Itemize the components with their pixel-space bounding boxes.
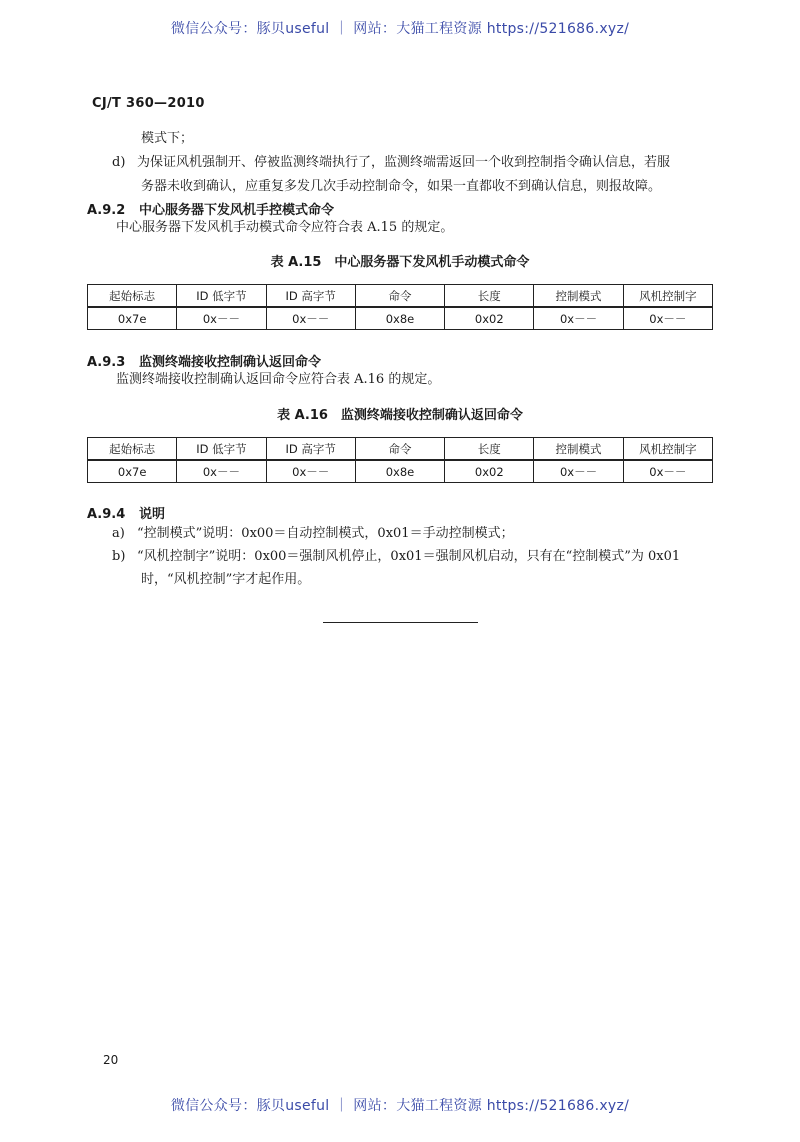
list-item-b (112, 545, 680, 569)
section-a94-title: 说明 (139, 507, 166, 522)
list-item-b-label: b) (112, 549, 126, 564)
table-header-cell: 风机控制字 (623, 438, 712, 461)
table-cell: 0x8e (355, 307, 444, 330)
table-cell: 0x7e (88, 307, 177, 330)
table-header-cell: 控制模式 (534, 438, 623, 461)
section-a92-body: 中心服务器下发风机手动模式命令应符合表 A.15 的规定。 (116, 220, 454, 235)
table-cell: 0x－－ (623, 460, 712, 483)
list-item-b-text-2: 时，“风机控制”字才起作用。 (141, 572, 311, 587)
table-header-cell: 风机控制字 (623, 285, 712, 308)
table-header-cell: 命令 (355, 285, 444, 308)
table-cell: 0x－－ (534, 307, 623, 330)
table-cell: 0x－－ (177, 307, 266, 330)
table-header-cell: 起始标志 (88, 285, 177, 308)
watermark-top: 微信公众号：豚贝useful ｜ 网站：大猫工程资源 https://521686.xyz/ (170, 21, 630, 37)
section-a93-title: 监测终端接收控制确认返回命令 (139, 355, 322, 370)
list-item-d-label: d) (112, 155, 126, 170)
table-cell: 0x－－ (266, 307, 355, 330)
list-item-d (112, 151, 670, 175)
standard-code-header: CJ/T 360—2010 (92, 96, 205, 111)
section-a93-number: A.9.3 (87, 355, 126, 370)
table-header-cell: ID 高字节 (266, 285, 355, 308)
list-item-d-text-2: 务器未收到确认，应重复多发几次手动控制命令，如果一直都收不到确认信息，则报故障。 (141, 179, 662, 194)
table-cell: 0x－－ (266, 460, 355, 483)
table-cell: 0x02 (445, 307, 534, 330)
page-number: 20 (103, 1053, 119, 1067)
section-a92-number: A.9.2 (87, 203, 126, 218)
watermark-bottom: 微信公众号：豚贝useful ｜ 网站：大猫工程资源 https://521686.xyz/ (170, 1098, 630, 1114)
table-cell: 0x7e (88, 460, 177, 483)
table-header-cell: 命令 (355, 438, 444, 461)
table-cell: 0x－－ (534, 460, 623, 483)
table-header-cell: ID 低字节 (177, 438, 266, 461)
table-header-cell: 起始标志 (88, 438, 177, 461)
list-item-a (112, 522, 514, 546)
table-header-cell: 长度 (445, 285, 534, 308)
list-item-d-text-1: 为保证风机强制开、停被监测终端执行了，监测终端需返回一个收到控制指令确认信息，若服 (137, 155, 671, 170)
section-a94-heading (87, 503, 165, 522)
section-a94-number: A.9.4 (87, 507, 126, 522)
table-header-row (88, 438, 713, 461)
end-rule (323, 622, 478, 623)
list-item-b-text-1: “风机控制字”说明：0x00＝强制风机停止，0x01＝强制风机启动，只有在“控制模式”为 0x01 (137, 549, 681, 564)
section-a92-title: 中心服务器下发风机手控模式命令 (139, 203, 335, 218)
table-a16 (87, 437, 713, 483)
table-cell: 0x02 (445, 460, 534, 483)
table-row (88, 307, 713, 330)
continuation-line: 模式下； (141, 131, 194, 146)
list-item-a-label: a) (112, 526, 125, 541)
table-a16-caption: 表 A.16 监测终端接收控制确认返回命令 (277, 408, 523, 423)
table-a15 (87, 284, 713, 330)
list-item-a-text: “控制模式”说明：0x00＝自动控制模式，0x01＝手动控制模式； (137, 526, 514, 541)
table-cell: 0x－－ (623, 307, 712, 330)
table-cell: 0x8e (355, 460, 444, 483)
table-row (88, 460, 713, 483)
table-a15-caption: 表 A.15 中心服务器下发风机手动模式命令 (270, 255, 530, 270)
table-header-cell: ID 低字节 (177, 285, 266, 308)
section-a93-body: 监测终端接收控制确认返回命令应符合表 A.16 的规定。 (116, 372, 441, 387)
table-header-cell: ID 高字节 (266, 438, 355, 461)
table-header-cell: 控制模式 (534, 285, 623, 308)
table-header-row (88, 285, 713, 308)
table-cell: 0x－－ (177, 460, 266, 483)
table-header-cell: 长度 (445, 438, 534, 461)
